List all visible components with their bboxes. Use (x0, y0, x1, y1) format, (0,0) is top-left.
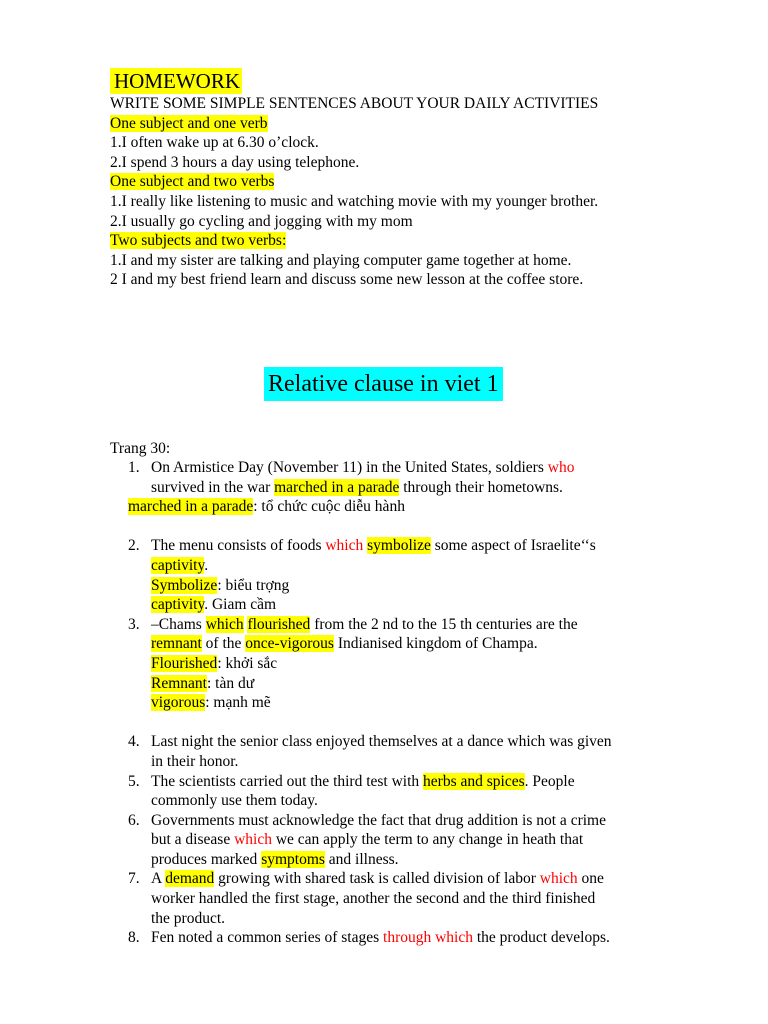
highlighted-phrase: herbs and spices (423, 772, 525, 790)
list-item (128, 772, 708, 811)
text-run: . (204, 556, 209, 574)
vocab-term: vigorous (151, 694, 206, 712)
text-run: worker handled the first stage, another the second and the third finished (151, 890, 596, 908)
list-item (128, 536, 708, 614)
homework-title: HOMEWORK (110, 68, 242, 94)
highlighted-phrase: flourished (247, 615, 311, 633)
vocab-term: marched in a parade (128, 498, 254, 516)
text-run: A (151, 870, 166, 888)
highlighted-phrase: captivity (151, 556, 205, 574)
list-item (128, 811, 708, 870)
item-number: 5. (128, 772, 140, 790)
vocab-meaning: : tổ chức cuộc diễu hành (253, 498, 405, 516)
text-run: –Chams (151, 615, 206, 633)
vocab-meaning: : biểu trợng (217, 576, 290, 594)
item-number: 4. (128, 733, 140, 751)
text-run: in their honor. (151, 752, 239, 770)
sentence: 1.I really like listening to music and watching movie with my younger brother. (110, 192, 599, 210)
red-keyword: which (325, 537, 364, 555)
vocab-meaning: : tàn dư (206, 674, 255, 692)
highlighted-phrase: symptoms (261, 850, 325, 868)
red-keyword: which (234, 831, 272, 849)
text-run: of the (201, 635, 246, 653)
text-run: On Armistice Day (November 11) in the United States, soldiers (151, 459, 548, 476)
page-label: Trang 30: (110, 440, 171, 457)
vocab-meaning: : mạnh mẽ (205, 694, 271, 712)
sentence: 1.I and my sister are talking and playing computer game together at home. (110, 251, 572, 269)
sentence: 2 I and my best friend learn and discuss some new lesson at the coffee store. (110, 271, 584, 289)
item-number: 7. (128, 870, 140, 888)
text-run: the product. (151, 909, 226, 927)
list-item (128, 732, 708, 771)
highlighted-phrase: which (205, 615, 244, 633)
text-run: Governments must acknowledge the fact that drug addition is not a crime (151, 811, 606, 829)
highlighted-phrase: once-vigorous (245, 635, 334, 653)
red-keyword: which (539, 870, 578, 888)
text-run: we can apply the term to any change in heath that (271, 831, 584, 849)
text-run: . People (524, 772, 575, 790)
homework-section (110, 68, 710, 290)
text-run: Last night the senior class enjoyed themselves at a dance which was given (151, 733, 612, 751)
text-run: Fen noted a common series of stages (151, 929, 384, 947)
sentence: 2.I spend 3 hours a day using telephone. (110, 153, 360, 171)
sentence: 2.I usually go cycling and jogging with my mom (110, 212, 413, 230)
vocab-term: Symbolize (151, 576, 218, 594)
sentence: 1.I often wake up at 6.30 o’clock. (110, 134, 319, 152)
text-run: one (577, 870, 604, 888)
text-run: commonly use them today. (151, 792, 318, 810)
highlighted-phrase: symbolize (367, 537, 431, 555)
item-number: 8. (128, 929, 140, 947)
highlighted-phrase: remnant (151, 635, 202, 653)
vocab-meaning: . Giam cầm (204, 596, 277, 614)
item-number: 3. (128, 615, 140, 633)
item-number: 6. (128, 811, 140, 829)
highlighted-phrase: marched in a parade (274, 478, 400, 496)
section-heading: One subject and one verb (110, 114, 268, 132)
text-run: survived in the war (151, 478, 275, 496)
text-run: The scientists carried out the third test with (151, 772, 424, 790)
item-number: 2. (128, 537, 140, 555)
vocab-term: Flourished (151, 654, 218, 672)
item-number: 1. (128, 459, 140, 476)
red-keyword: through which (383, 929, 473, 947)
exercise-list (128, 458, 708, 948)
section-heading: Two subjects and two verbs: (110, 232, 287, 250)
list-item (128, 869, 708, 928)
text-run: from the 2 nd to the 15 th centuries are the (310, 615, 578, 633)
highlighted-phrase: demand (165, 870, 215, 888)
homework-instruction: WRITE SOME SIMPLE SENTENCES ABOUT YOUR DAILY ACTIVITIES (110, 95, 599, 112)
list-item (128, 928, 708, 948)
list-item (128, 615, 708, 713)
text-run: but a disease (151, 831, 235, 849)
text-run: growing with shared task is called division of labor (214, 870, 540, 888)
section-heading: One subject and two verbs (110, 173, 275, 191)
vocab-term: captivity (151, 596, 205, 614)
text-run: through their hometowns. (399, 478, 563, 496)
list-item (128, 458, 708, 517)
relative-clause-title: Relative clause in viet 1 (264, 367, 503, 401)
text-run: the product develops. (473, 929, 610, 947)
red-keyword: who (547, 459, 575, 476)
text-run: The menu consists of foods (151, 537, 326, 555)
text-run: some aspect of Israelite‘‘s (430, 537, 596, 555)
text-run: and illness. (324, 850, 399, 868)
vocab-term: Remnant (151, 674, 207, 692)
vocab-meaning: : khởi sắc (217, 654, 278, 672)
text-run: produces marked (151, 850, 262, 868)
text-run: Indianised kingdom of Champa. (333, 635, 538, 653)
